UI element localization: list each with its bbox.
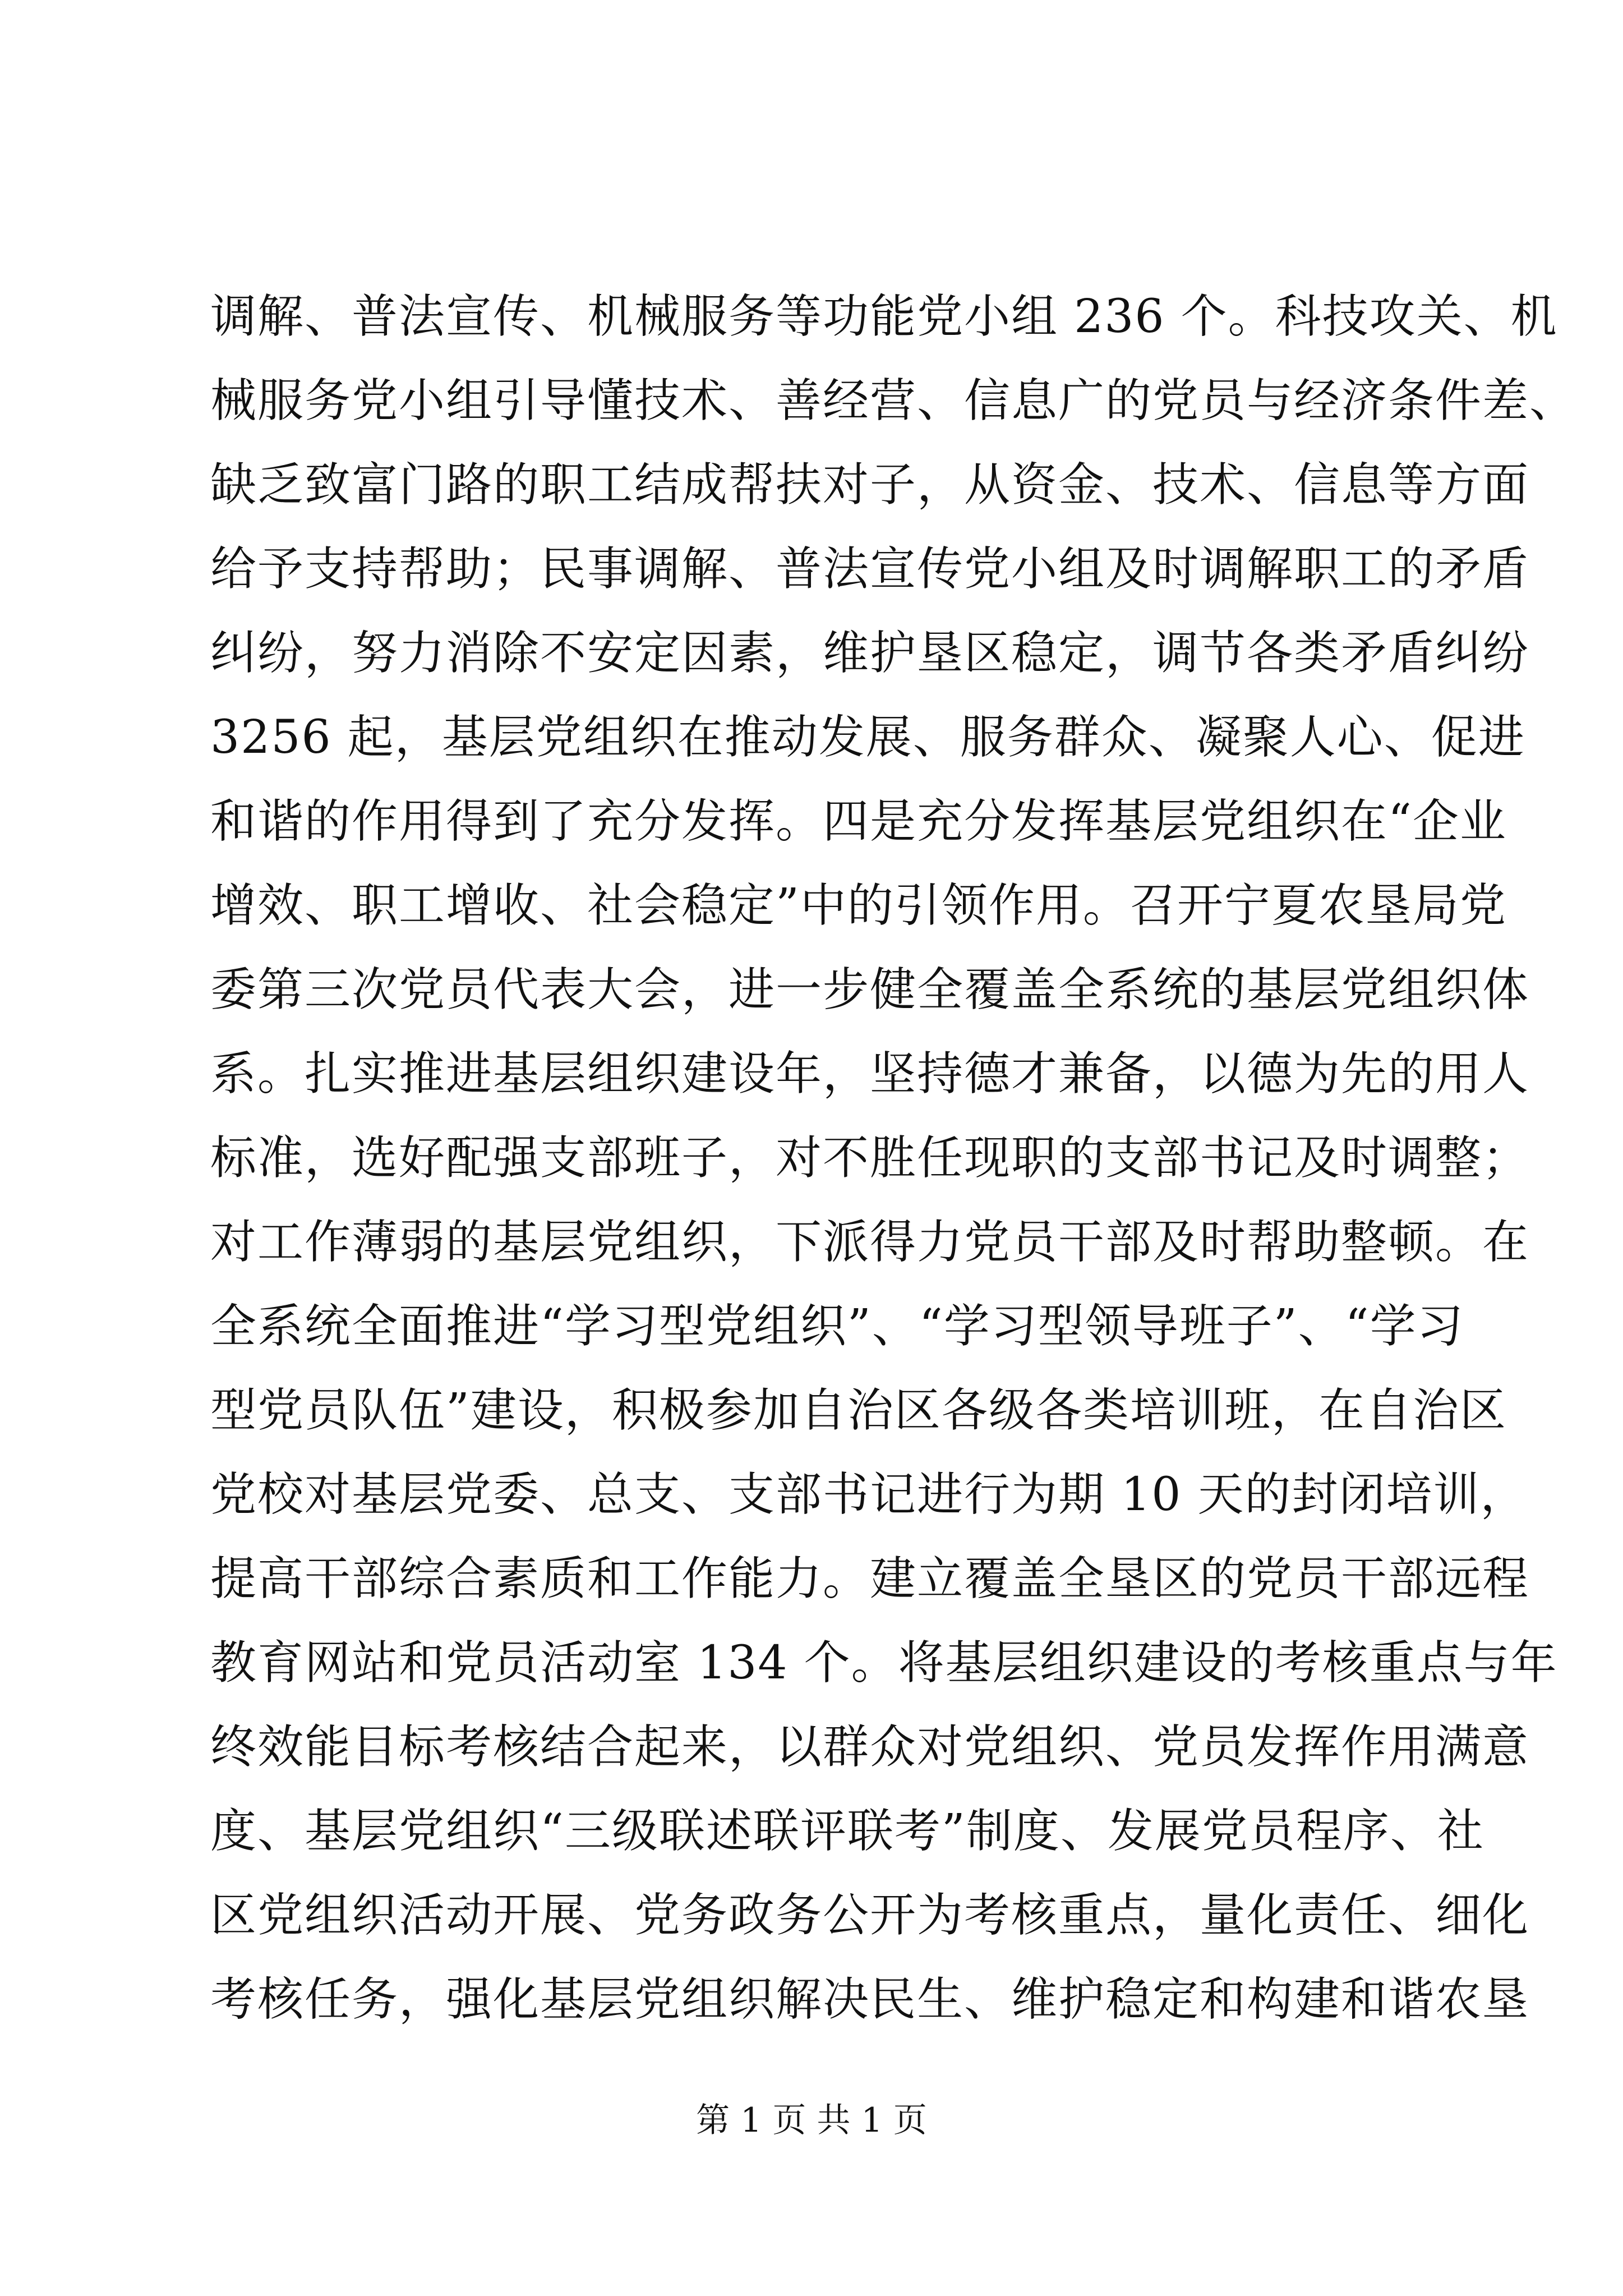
text-line-15: 党校对基层党委、总支、支部书记进行为期 10 天的封闭培训， xyxy=(210,1468,1528,1521)
text-line-8: 增效、职工增收、社会稳定”中的引领作用。召开宁夏农垦局党 xyxy=(210,879,1507,932)
text-line-21: 考核任务，强化基层党组织解决民生、维护稳定和构建和谐农垦 xyxy=(210,1973,1530,2026)
text-line-18: 终效能目标考核结合起来，以群众对党组织、党员发挥作用满意 xyxy=(210,1720,1530,1774)
text-line-5: 纠纷，努力消除不安定因素，维护垦区稳定，调节各类矛盾纠纷 xyxy=(210,627,1530,680)
text-line-11: 标准，选好配强支部班子，对不胜任现职的支部书记及时调整； xyxy=(210,1131,1530,1185)
text-line-19: 度、基层党组织“三级联述联评联考”制度、发展党员程序、社 xyxy=(210,1805,1484,1858)
page-footer xyxy=(0,2098,1623,2143)
text-line-9: 委第三次党员代表大会，进一步健全覆盖全系统的基层党组织体 xyxy=(210,963,1530,1016)
text-line-3: 缺乏致富门路的职工结成帮扶对子，从资金、技术、信息等方面 xyxy=(210,458,1530,512)
text-line-16: 提高干部综合素质和工作能力。建立覆盖全垦区的党员干部远程 xyxy=(210,1552,1530,1605)
text-line-20: 区党组织活动开展、党务政务公开为考核重点，量化责任、细化 xyxy=(210,1889,1530,1942)
text-line-6: 3256 起，基层党组织在推动发展、服务群众、凝聚人心、促进 xyxy=(210,711,1525,764)
text-line-1: 调解、普法宣传、机械服务等功能党小组 236 个。科技攻关、机 xyxy=(210,290,1558,343)
page-number-label: 第 1 页 共 1 页 xyxy=(696,2101,927,2140)
text-line-14: 型党员队伍”建设，积极参加自治区各级各类培训班，在自治区 xyxy=(210,1384,1507,1437)
text-line-10: 系。扎实推进基层组织建设年，坚持德才兼备，以德为先的用人 xyxy=(210,1047,1530,1101)
text-line-17: 教育网站和党员活动室 134 个。将基层组织建设的考核重点与年 xyxy=(210,1636,1558,1690)
text-line-2: 械服务党小组引导懂技术、善经营、信息广的党员与经济条件差、 xyxy=(210,374,1577,427)
text-line-13: 全系统全面推进“学习型党组织”、“学习型领导班子”、“学习 xyxy=(210,1300,1464,1353)
text-line-4: 给予支持帮助；民事调解、普法宣传党小组及时调解职工的矛盾 xyxy=(210,542,1530,596)
body-paragraph xyxy=(210,275,1577,2042)
text-line-12: 对工作薄弱的基层党组织，下派得力党员干部及时帮助整顿。在 xyxy=(210,1216,1530,1269)
text-line-7: 和谐的作用得到了充分发挥。四是充分发挥基层党组织在“企业 xyxy=(210,795,1507,848)
